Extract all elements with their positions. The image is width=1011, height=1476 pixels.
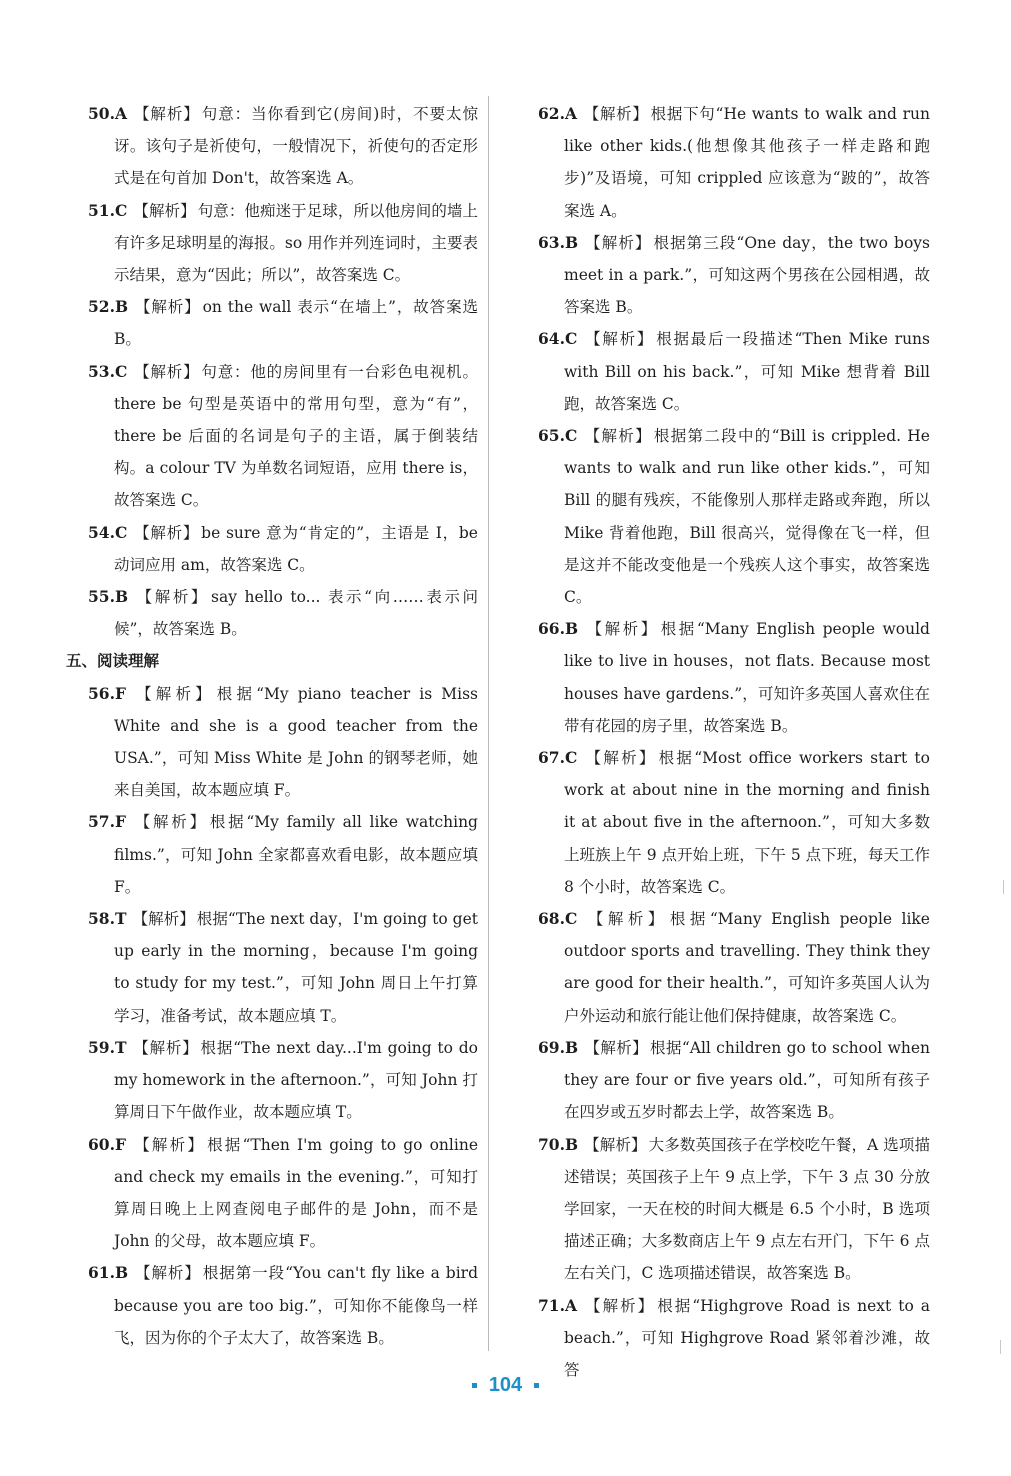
answer-item-56 (88, 678, 478, 807)
page-number-dot-left (472, 1383, 477, 1388)
analysis-tag: 【解析】 (132, 1038, 199, 1057)
scan-edge-mark (1003, 880, 1004, 894)
answer-number: 70.B (538, 1134, 579, 1154)
answer-number: 55.B (88, 587, 129, 607)
answer-item-55 (88, 581, 478, 645)
answer-number: 69.B (538, 1037, 579, 1057)
answer-item-62 (538, 98, 930, 227)
answer-item-58 (88, 903, 478, 1032)
answer-text: 根据下句“He wants to walk and run like other kids.(他想像其他孩子一样走路和跑步)”及语境，可知 crippled 应该意为“跛的”，故答案选 A。 (564, 105, 930, 220)
analysis-tag: 【解析】 (583, 427, 652, 446)
answer-item-59 (88, 1032, 478, 1129)
answer-text: 根据第二段中的“Bill is crippled. He wants to walk and run like other kids.”，可知 Bill 的腿有残疾，不能像别人那样走路或奔跑，所以 Mike 背着他跑，Bill 很高兴，觉得像在飞一样，但是这并不能改变他是一个残疾人这个事实，故答案选 C。 (564, 427, 930, 607)
answer-number: 54.C (88, 522, 128, 542)
answer-text: 句意：他的房间里有一台彩色电视机。there be 句型是英语中的常用句型，意为“有”，there be 后面的名词是句子的主语，属于倒装结构。a colour TV 为单数名词短语，应用 there is，故答案选 C。 (114, 362, 478, 510)
answer-item-68 (538, 903, 930, 1032)
answer-text: 根据“My piano teacher is Miss White and she is a good teacher from the USA.”，可知 Miss White 是 John 的钢琴老师，她来自美国，故本题应填 F。 (114, 684, 478, 800)
left-column (66, 98, 478, 1354)
answer-text: 根据“My family all like watching films.”，可知 John 全家都喜欢看电影，故本题应填 F。 (114, 813, 478, 896)
analysis-tag: 【解析】 (584, 1038, 649, 1057)
answer-text: on the wall 表示“在墙上”，故答案选 B。 (114, 298, 478, 349)
answer-number: 50.A (88, 104, 127, 123)
answer-number: 71.A (538, 1295, 577, 1315)
answer-item-67 (538, 742, 930, 903)
answer-number: 57.F (88, 812, 126, 832)
answer-text: 根据第一段“You can't fly like a bird because you are too big.”，可知你不能像鸟一样飞，因为你的个子太大了，故答案选 B。 (114, 1264, 478, 1347)
answer-number: 63.B (538, 232, 579, 252)
answer-text: 根据“The next day，I'm going to get up early in the morning，because I'm going to study for my test.”，可知 John 周日上午打算学习，准备考试，故本题应填 T。 (114, 910, 478, 1025)
analysis-tag: 【解析】 (133, 362, 200, 381)
answer-text: 根据“Highgrove Road is next to a beach.”，可知 Highgrove Road 紧邻着沙滩，故答 (564, 1296, 930, 1379)
answer-item-63 (538, 227, 930, 324)
answer-number: 65.C (538, 426, 578, 446)
analysis-tag: 【解析】 (583, 330, 655, 349)
answer-text: 根据第三段“One day，the two boys meet in a park.”，可知这两个男孩在公园相遇，故答案选 B。 (564, 233, 930, 317)
page-number-value: 104 (488, 1374, 523, 1396)
analysis-tag: 【解析】 (133, 105, 200, 123)
answer-text: 根据最后一段描述“Then Mike runs with Bill on his back.”，可知 Mike 想背着 Bill 跑，故答案选 C。 (564, 330, 930, 413)
answer-text: 大多数英国孩子在学校吃午餐，A 选项描述错误；英国孩子上午 9 点上学，下午 3 点 30 分放学回家，一天在校的时间大概是 6.5 个小时，B 选项描述正确；大多数商店上午 9 点左右开门，下午 6 点左右关门，C 选项描述错误，故答案选 B。 (564, 1135, 930, 1283)
analysis-tag: 【解析】 (133, 201, 196, 220)
right-column (538, 98, 930, 1386)
answer-number: 68.C (538, 909, 578, 929)
answer-number: 53.C (88, 361, 128, 381)
answer-item-66 (538, 613, 930, 742)
column-divider (488, 96, 489, 1351)
answer-text: 根据“Many English people would like to live in houses，not flats. Because most houses have gardens.”，可知许多英国人喜欢住在带有花园的房子里，故答案选 B。 (564, 620, 930, 735)
analysis-tag: 【解析】 (584, 1135, 647, 1154)
answer-text: 根据“All children go to school when they are four or five years old.”，可知所有孩子在四岁或五岁时都去上学，故答案选 B。 (564, 1038, 930, 1122)
answer-text: 根据“Most office workers start to work at about nine in the morning and finish it at about five in the afternoon.”，可知大多数上班族上午 9 点开始上班，下午 5 点下班，每天工作 8 个小时，故答案选 C。 (564, 749, 930, 896)
answer-number: 60.F (88, 1134, 126, 1154)
analysis-tag: 【解析】 (134, 588, 210, 607)
answer-item-71 (538, 1290, 930, 1387)
analysis-tag: 【解析】 (134, 1264, 201, 1283)
section-title-reading: 五、阅读理解 (66, 652, 160, 671)
answer-number: 52.B (88, 297, 129, 317)
answer-number: 62.A (538, 104, 577, 123)
analysis-tag: 【解析】 (584, 233, 652, 252)
answer-item-52 (88, 291, 478, 355)
answer-item-60 (88, 1129, 478, 1258)
page-number (0, 1374, 1011, 1397)
answer-item-51 (88, 195, 478, 292)
analysis-tag: 【解析】 (583, 910, 668, 929)
answer-number: 61.B (88, 1263, 129, 1283)
answer-number: 56.F (88, 683, 126, 703)
answer-text: 句意：当你看到它(房间)时，不要太惊讶。该句子是祈使句，一般情况下，祈使句的否定形式是在句首加 Don't，故答案选 A。 (114, 105, 478, 188)
answer-item-69 (538, 1032, 930, 1129)
answer-text: 根据“Many English people like outdoor sports and travelling. They think they are good for their health.”，可知许多英国人认为户外运动和旅行能让他们保持健康，故答案选 C。 (564, 910, 930, 1025)
answer-text: 根据“The next day...I'm going to do my homework in the afternoon.”，可知 John 打算周日下午做作业，故本题应填 T。 (114, 1038, 478, 1122)
analysis-tag: 【解析】 (131, 1135, 206, 1154)
answer-item-57 (88, 806, 478, 903)
analysis-tag: 【解析】 (583, 1296, 656, 1315)
scan-edge-mark (1000, 1340, 1001, 1354)
answer-number: 64.C (538, 329, 578, 349)
analysis-tag: 【解析】 (583, 105, 649, 123)
answer-number: 58.T (88, 909, 127, 929)
answer-number: 66.B (538, 619, 579, 639)
analysis-tag: 【解析】 (584, 620, 659, 639)
answer-number: 59.T (88, 1037, 127, 1057)
answer-item-50 (88, 98, 478, 195)
answer-item-65 (538, 420, 930, 613)
answer-text: be sure 意为“肯定的”，主语是 I，be 动词应用 am，故答案选 C。 (114, 523, 478, 574)
analysis-tag: 【解析】 (131, 684, 215, 703)
analysis-tag: 【解析】 (133, 523, 200, 542)
answer-item-53 (88, 356, 478, 517)
answer-item-54 (88, 517, 478, 581)
answer-item-61 (88, 1257, 478, 1354)
answer-number: 67.C (538, 748, 578, 768)
analysis-tag: 【解析】 (132, 910, 195, 929)
analysis-tag: 【解析】 (583, 749, 657, 768)
answer-item-64 (538, 323, 930, 420)
answer-text: 句意：他痴迷于足球，所以他房间的墙上有许多足球明星的海报。so 用作并列连词时，主要表示结果，意为“因此；所以”，故答案选 C。 (114, 201, 478, 285)
answer-number: 51.C (88, 200, 128, 220)
analysis-tag: 【解析】 (131, 813, 208, 832)
analysis-tag: 【解析】 (134, 298, 201, 317)
answer-text: 根据“Then I'm going to go online and check my emails in the evening.”，可知打算周日晚上上网查阅电子邮件的是 John，而不是 John 的父母，故本题应填 F。 (114, 1135, 478, 1251)
answer-item-70 (538, 1129, 930, 1290)
page-number-dot-right (534, 1383, 539, 1388)
answer-text: say hello to... 表示“向……表示问候”，故答案选 B。 (114, 588, 478, 639)
